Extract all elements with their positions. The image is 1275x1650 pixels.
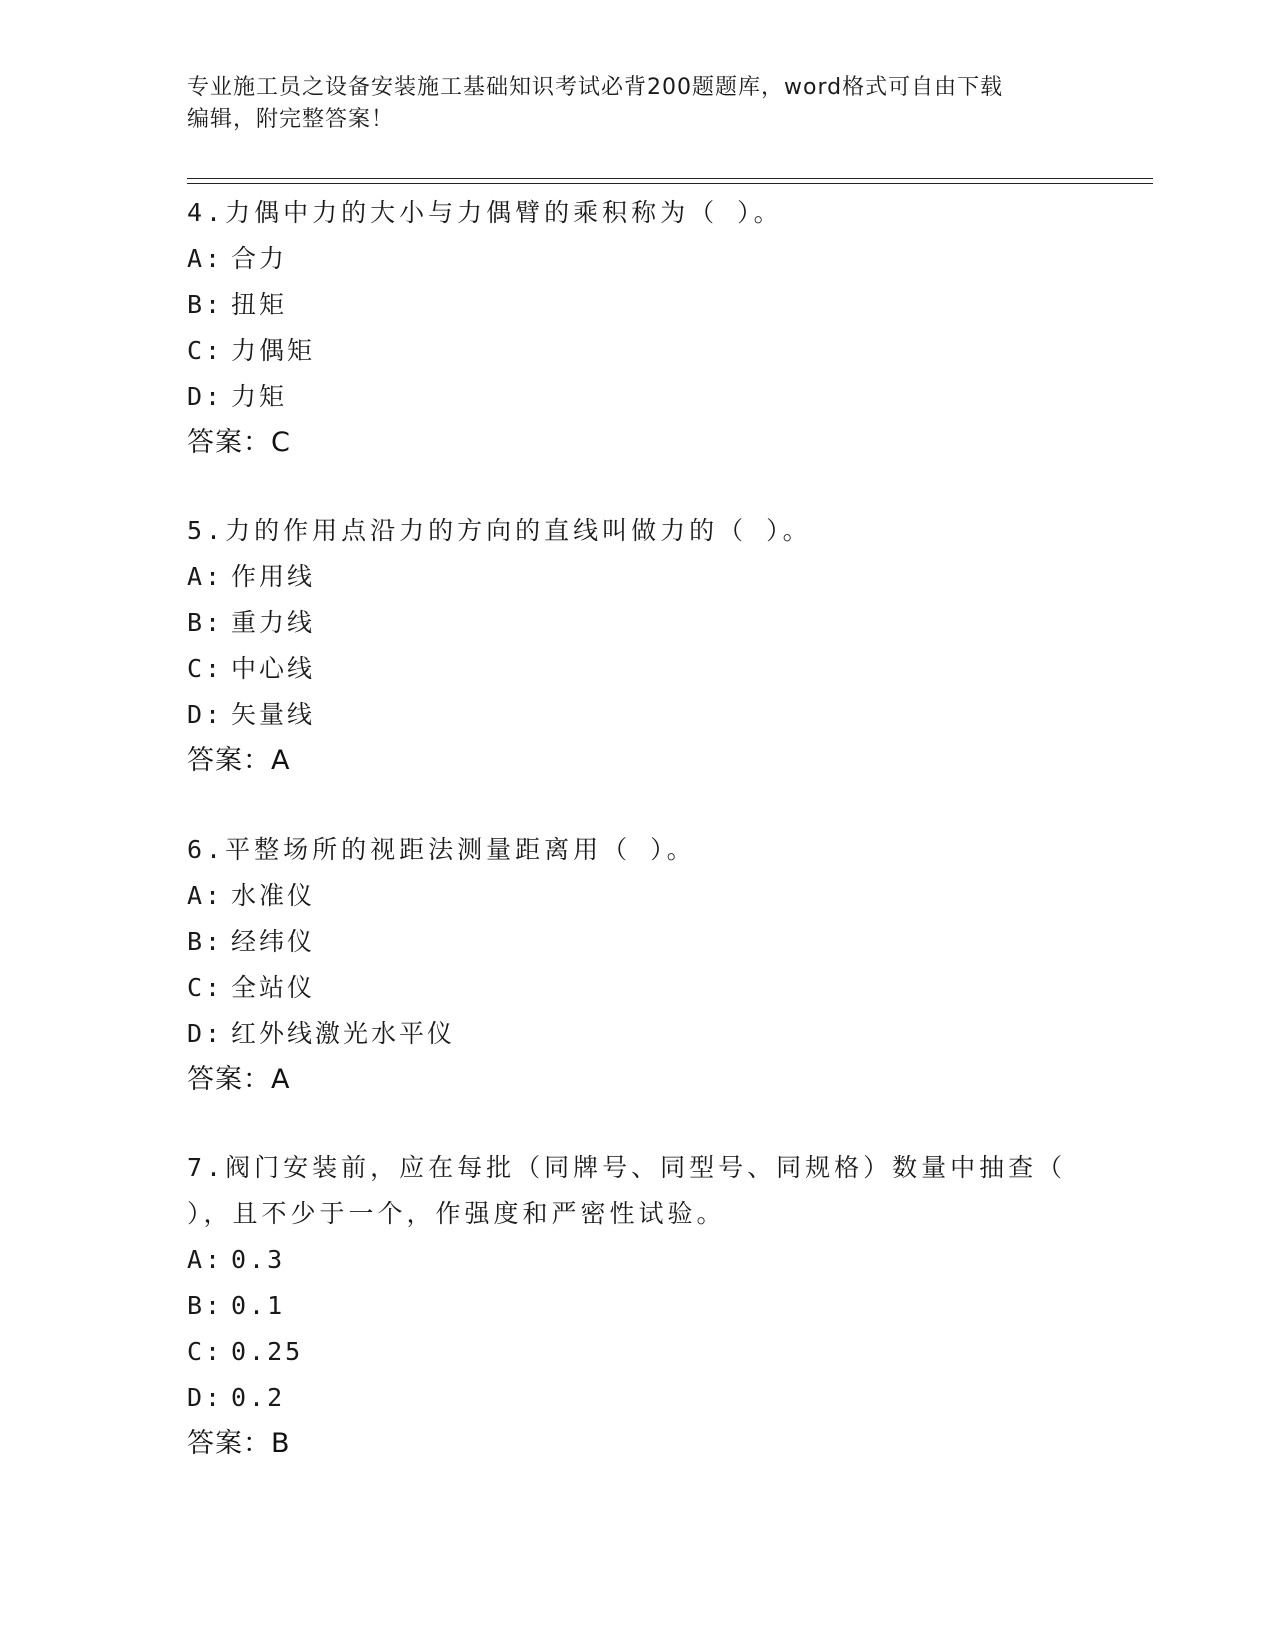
option-key: A: — [187, 881, 224, 910]
option-text: 0.25 — [231, 1337, 304, 1366]
option-key: D: — [187, 1383, 224, 1412]
option-text: 中心线 — [231, 654, 316, 683]
option-d — [187, 692, 1087, 738]
question-text-line-2: ），且不少于一个，作强度和严密性试验。 — [187, 1199, 726, 1228]
option-text: 经纬仪 — [231, 927, 316, 956]
option-a — [187, 873, 1087, 919]
answer-line: 答案：A — [187, 745, 291, 776]
header-line-1: 专业施工员之设备安装施工基础知识考试必背200题题库，word格式可自由下载 — [187, 75, 1004, 100]
option-text: 0.3 — [231, 1245, 286, 1274]
option-b — [187, 919, 1087, 965]
header-line-2: 编辑，附完整答案！ — [187, 107, 395, 132]
option-key: A: — [187, 562, 224, 591]
question-text: 4.力偶中力的大小与力偶臂的乘积称为（ ）。 — [187, 198, 783, 227]
option-a — [187, 554, 1087, 600]
option-d — [187, 1011, 1087, 1057]
option-key: D: — [187, 1019, 224, 1048]
option-c — [187, 1329, 1087, 1375]
option-c — [187, 328, 1087, 374]
question-text: 6.平整场所的视距法测量距离用（ ）。 — [187, 835, 696, 864]
answer-line: 答案：A — [187, 1064, 291, 1095]
option-text: 0.2 — [231, 1383, 286, 1412]
option-d — [187, 374, 1087, 420]
option-c — [187, 965, 1087, 1011]
option-b — [187, 282, 1087, 328]
option-b — [187, 600, 1087, 646]
option-d — [187, 1375, 1087, 1421]
option-text: 力偶矩 — [231, 336, 316, 365]
option-key: C: — [187, 973, 224, 1002]
question-block — [187, 190, 1087, 466]
option-key: B: — [187, 608, 224, 637]
option-key: B: — [187, 290, 224, 319]
question-block — [187, 508, 1087, 784]
answer-line: 答案：B — [187, 1428, 291, 1459]
option-text: 扭矩 — [231, 290, 288, 319]
option-text: 矢量线 — [231, 700, 316, 729]
option-key: B: — [187, 1291, 224, 1320]
option-key: C: — [187, 654, 224, 683]
option-text: 合力 — [231, 244, 288, 273]
option-a — [187, 236, 1087, 282]
question-text-line-1: 7.阀门安装前，应在每批（同牌号、同型号、同规格）数量中抽查（ — [187, 1153, 1067, 1182]
header-divider-bottom — [187, 183, 1153, 184]
option-text: 红外线激光水平仪 — [231, 1019, 456, 1048]
header-divider-top — [187, 178, 1153, 179]
option-text: 作用线 — [231, 562, 316, 591]
option-text: 全站仪 — [231, 973, 316, 1002]
option-key: A: — [187, 244, 224, 273]
option-text: 力矩 — [231, 382, 288, 411]
option-text: 水准仪 — [231, 881, 316, 910]
option-c — [187, 646, 1087, 692]
option-key: D: — [187, 700, 224, 729]
option-a — [187, 1237, 1087, 1283]
document-header — [187, 72, 1067, 136]
option-key: C: — [187, 336, 224, 365]
option-key: C: — [187, 1337, 224, 1366]
question-block — [187, 1145, 1087, 1467]
option-text: 0.1 — [231, 1291, 286, 1320]
option-b — [187, 1283, 1087, 1329]
option-key: A: — [187, 1245, 224, 1274]
option-key: D: — [187, 382, 224, 411]
answer-line: 答案：C — [187, 427, 291, 458]
option-text: 重力线 — [231, 608, 316, 637]
question-block — [187, 827, 1087, 1103]
option-key: B: — [187, 927, 224, 956]
question-text: 5.力的作用点沿力的方向的直线叫做力的（ ）。 — [187, 516, 812, 545]
